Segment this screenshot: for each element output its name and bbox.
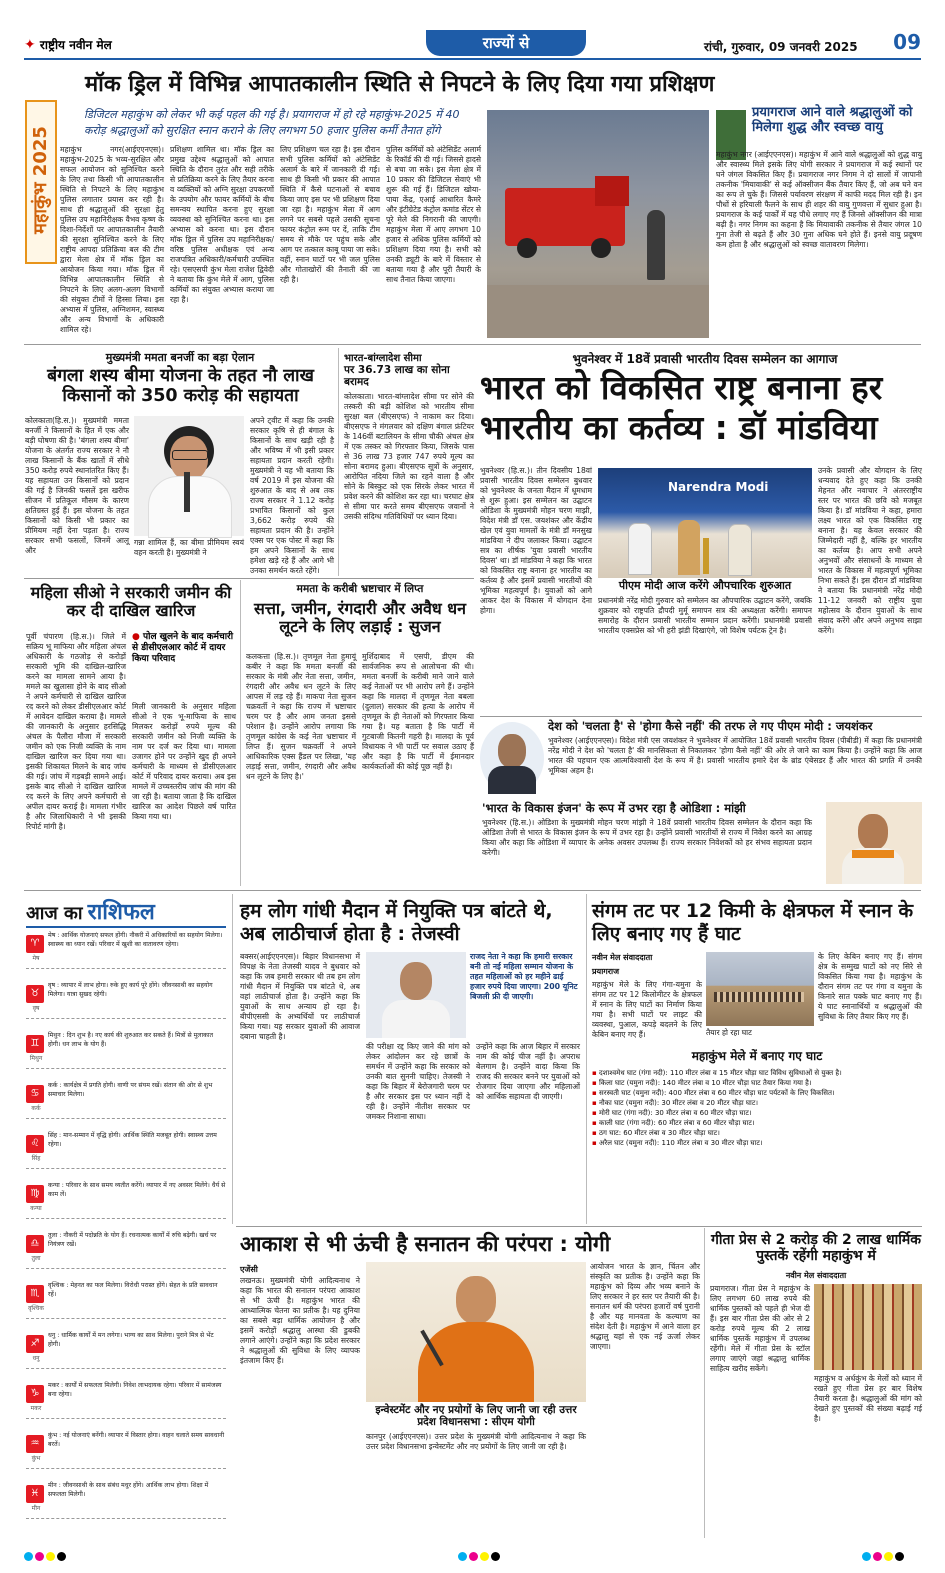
ghat-item-text: मोरी घाट (गंगा नदी): 30 मीटर लंबा व 60 मीटर चौड़ा घाट। xyxy=(598,1109,752,1117)
yogi-byline: एजेंसी xyxy=(240,1265,258,1274)
tejashwi-text-1: बक्सर(आईएएनएस)। बिहार विधानसभा में विपक्ष के नेता तेजस्वी यादव ने बुधवार को कहा कि जब हमारी सरकार थी तब हम लोग गांधी मैदान में नियुक्ति पत्र बांटते थे, अब वहां लाठीचार्ज होता है। उन्होंने कहा कि युवाओं के साथ अन्याय हो रहा है। बीपीएससी के अभ्यर्थियों पर लाठीचार्ज किया गया। यह सरकार युवाओं की आवाज दबाना चाहती है। xyxy=(240,952,360,1041)
jaishankar-text: भुवनेश्वर (आईएएनएस)। विदेश मंत्री एस जयशंकर ने भुवनेश्वर में आयोजित 18वें प्रवासी भारतीय दिवस (पीबीडी) में कहा कि प्रधानमंत्री नरेंद्र मोदी ने देश को 'चलता है' की मानसिकता से निकालकर 'होगा कैसे नहीं' की ओर ले जाने का काम किया है। उन्होंने कहा कि आज भारत की पहचान एक आत्मविश्वासी देश के रूप में है। प्रवासी भारतीय हमारे देश के ब्रांड एंबेसडर हैं और भारत की प्रगति में उनकी भूमिका अहम है। xyxy=(548,736,922,775)
bullet-icon: ▪ xyxy=(592,1089,597,1097)
zodiac-prediction: सिंह : मान-सम्मान में वृद्धि होगी। आर्थिक स्थिति मजबूत होगी। स्वास्थ्य उत्तम रहेगा। xyxy=(48,1132,217,1148)
bullet-icon: ▪ xyxy=(592,1139,597,1147)
bhubaneswar-text-right: उनके प्रवासी और योगदान के लिए धन्यवाद देते हुए कहा कि उनकी मेहनत और नवाचार ने अंतरराष्ट्रीय स्तर पर भारत की छवि को मजबूत किया है। डॉ मांडविया ने कहा, हमारा लक्ष्य भारत को एक विकसित राष्ट्र बनाना है। यह केवल सरकार की जिम्मेदारी नहीं है, बल्कि हर भारतीय का कर्तव्य है। आप सभी अपने अनुभवों और संसाधनों के माध्यम से भारत के विकास में महत्वपूर्ण भूमिका निभा सकते हैं। इस दौरान डॉ मांडविया ने बताया कि प्रधानमंत्री नरेंद्र मोदी 11-12 जनवरी को राष्ट्रीय युवा महोत्सव के दौरान युवाओं के साथ संवाद करेंगे और अपने अनुभव साझा करेंगे। xyxy=(818,466,922,635)
firefighter-figure xyxy=(647,210,665,280)
magenta-dot xyxy=(873,1552,882,1561)
gita-byline: नवीन मेल संवाददाता xyxy=(785,1271,847,1280)
zodiac-prediction: कर्क : कार्यक्षेत्र में प्रगति होगी। वाणी पर संयम रखें। संतान की ओर से शुभ समाचार मिलेगा। xyxy=(48,1082,213,1098)
sangam-photo-caption: तैयार हो रहा घाट xyxy=(706,1028,752,1037)
books-photo xyxy=(814,1284,922,1370)
rule xyxy=(24,578,474,579)
sangam-text-1: महाकुंभ मेले के लिए गंगा-यमुना के संगम तट पर 12 किलोमीटर के क्षेत्रफल में स्नान के लिए घाटों का निर्माण किया गया है। सभी घाटों पर लाइट की व्यवस्था, पुआल, कपड़े बदलने के लिए केबिन बनाए गए हैं। xyxy=(592,980,702,1039)
masthead xyxy=(24,30,921,60)
ghat-item-text: किला घाट (यमुना नदी): 140 मीटर लंबा व 10 मीटर चौड़ा घाट तैयार किया गया है। xyxy=(598,1079,812,1087)
ghat-item xyxy=(592,1088,922,1098)
ghat-list xyxy=(592,1068,922,1218)
mahila-text-2: मिली जानकारी के अनुसार महिला सीओ ने एक भू-माफिया के साथ मिलकर करोड़ों रुपये मूल्य की सरकारी जमीन को निजी व्यक्ति के नाम पर दर्ज कर दिया था। मामला उजागर होने पर उन्होंने खुद ही अपने कर्मचारी के माध्यम से डीसीएलआर कोर्ट में परिवाद दायर कराया। अब इस मामले में उच्चस्तरीय जांच की मांग की जा रही है। बताया जाता है कि दाखिल खारिज का आदेश पिछले वर्ष पारित किया गया था। xyxy=(132,702,236,821)
magenta-dot xyxy=(35,1552,44,1561)
zodiac-name: वृश्चिक xyxy=(28,1305,44,1312)
border-text: कोलकाता। भारत-बांग्लादेश सीमा पर सोने की तस्करी की बड़ी कोशिश को भारतीय सीमा सुरक्षा बल (बीएसएफ) ने नाकाम कर दिया। बीएसएफ ने मंगलवार को दक्षिण बंगाल फ्रंटियर के 146वीं बटालियन के सीमा चौकी अंचल क्षेत्र में एक तस्कर को गिरफ्तार किया, जिसके पास से 36 लाख 73 हजार 747 रुपये मूल्य का सोना बरामद हुआ। बीएसएफ सूत्रों के अनुसार, आरोपित नदिया जिले का रहने वाला है और सोने के बिस्कुट को एक सिरके लेकर भारत में प्रवेश करने की कोशिश कर रहा था। चरघाट क्षेत्र से सीमा पार करते समय बीएसएफ जवानों ने उसकी संदिग्ध गतिविधियों पर ध्यान दिया। xyxy=(344,392,474,521)
ghat-item xyxy=(592,1108,922,1118)
logo-text: राष्ट्रीय नवीन मेल xyxy=(39,38,112,52)
ghat-item xyxy=(592,1138,922,1148)
saffron-scarf xyxy=(852,850,894,858)
rule xyxy=(338,348,339,576)
section-tab: राज्यों से xyxy=(426,30,586,56)
white-saree xyxy=(148,476,232,538)
stage-banner-text: Narendra Modi xyxy=(668,480,769,494)
ministers-kicker: ममता के करीबी भ्रष्टाचार में लिप्त xyxy=(296,583,424,595)
ghat-item-text: सरस्वती घाट (यमुना नदी): 400 मीटर लंबा व 60 मीटर चौड़ा घाट पर्यटकों के लिए विकसित। xyxy=(598,1089,835,1097)
bhubaneswar-kicker: भुवनेश्वर में 18वें प्रवासी भारतीय दिवस सम्मेलन का आगाज xyxy=(572,352,838,366)
zodiac-icon: ♋ xyxy=(26,1085,44,1103)
zodiac-name: कर्क xyxy=(31,1105,41,1112)
zodiac-name: धनु xyxy=(32,1355,40,1362)
rashifal-title-pre: आज का xyxy=(26,903,83,924)
zodiac-name: तुला xyxy=(31,1255,41,1262)
sangam-subhead: महाकुंभ मेले में बनाए गए घाट xyxy=(691,1049,823,1063)
cyan-dot xyxy=(24,1552,33,1561)
rule xyxy=(24,890,921,891)
zodiac-prediction: कुंभ : नई योजनाएं बनेंगी। व्यापार में विस्तार होगा। वाहन चलाते समय सावधानी बरतें। xyxy=(48,1432,225,1448)
yogi-text-3: कानपुर (आईएएनएस)। उत्तर प्रदेश के मुख्यमंत्री योगी आदित्यनाथ ने कहा कि उत्तर प्रदेश विधानसभा इन्वेस्टमेंट और नए प्रयोगों के लिए जानी जा रही है। xyxy=(366,1432,586,1451)
tejashwi-headline: हम लोग गांधी मैदान में नियुक्ति पत्र बांटते थे, अब लाठीचार्ज होता है : तेजस्वी xyxy=(240,900,553,945)
rashifal-title: राशिफल xyxy=(87,900,155,925)
vertical-label-text: महाकुंभ 2025 xyxy=(30,126,51,234)
zodiac-name: वृष xyxy=(32,1005,40,1012)
rule xyxy=(232,894,233,1224)
zodiac-prediction: धनु : धार्मिक कार्यों में मन लगेगा। भाग्य का साथ मिलेगा। पुराने मित्र से भेंट होगी। xyxy=(48,1332,214,1348)
yellow-dot xyxy=(46,1552,55,1561)
rashifal-item xyxy=(26,1082,226,1119)
rashifal-item xyxy=(26,1232,226,1269)
rashifal-item xyxy=(26,1182,226,1219)
ghat-item xyxy=(592,1078,922,1088)
truck-wheel xyxy=(517,238,537,258)
black-dot xyxy=(895,1552,904,1561)
rashifal-item xyxy=(26,1132,226,1169)
zodiac-icon: ♉ xyxy=(26,985,44,1003)
rashifal-item xyxy=(26,982,226,1019)
majhi-headline: 'भारत के विकास इंजन' के रूप में उभर रहा है ओडिशा : मांझी xyxy=(482,801,746,815)
ghat-item-text: काली घाट (गंगा नदी): 60 मीटर लंबा व 60 मीटर चौड़ा घाट। xyxy=(598,1119,755,1127)
ghat-item-text: नौका घाट (यमुना नदी): 30 मीटर लंबा व 20 मीटर चौड़ा घाट। xyxy=(598,1099,758,1107)
majhi-text: भुवनेश्वर (हि.स.)। ओडिशा के मुख्यमंत्री मोहन चरण मांझी ने 18वें प्रवासी भारतीय दिवस सम्मेलन के दौरान कहा कि ओडिशा तेजी से भारत के विकास इंजन के रूप में उभर रहा है। उन्होंने प्रवासी भारतीयों से राज्य में निवेश करने का आग्रह किया और कहा कि ओडिशा में व्यापार के अनेक अवसर उपलब्ध हैं। राज्य सरकार निवेशकों को हर संभव सहायता प्रदान करेगी। xyxy=(482,818,812,857)
zodiac-icon: ♍ xyxy=(26,1185,44,1203)
bhubaneswar-text-1: भुवनेश्वर (हि.स.)। तीन दिवसीय 18वां प्रवासी भारतीय दिवस सम्मेलन बुधवार को भुवनेश्वर के जनता मैदान में धूमधाम से शुरू हुआ। इस सम्मेलन का उद्घाटन ओडिशा के मुख्यमंत्री मोहन चरण माझी, विदेश मंत्री डॉ एस. जयशंकर और केंद्रीय खेल एवं युवा मामलों के मंत्री डॉ मनसुख मांडविया ने दीप जलाकर किया। उद्घाटन सत्र का शीर्षक 'युवा प्रवासी भारतीय दिवस' था। डॉ मांडविया ने कहा कि भारत को विकसित राष्ट्र बनाना हर भारतीय का कर्तव्य है और इसमें प्रवासी भारतीयों की भूमिका महत्वपूर्ण है। युवाओं को आगे आकर देश के विकास में योगदान देना होगा। xyxy=(480,466,592,615)
mahila-bullet-text: पोल खुलने के बाद कर्मचारी से डीसीएलआर कोर्ट में दायर किया परिवाद xyxy=(132,632,234,664)
mamata-kicker: मुख्यमंत्री ममता बनर्जी का बड़ा ऐलान xyxy=(105,351,255,364)
gita-text-2: महाकुंभ व अर्धकुंभ के मेलों को ध्यान में रखते हुए गीता प्रेस हर बार विशेष तैयारी करता है। श्रद्धालुओं की मांग को देखते हुए पुस्तकों की संख्या बढ़ाई गई है। xyxy=(814,1374,922,1423)
mahila-headline: महिला सीओ ने सरकारी जमीन की कर दी दाखिल खारिज xyxy=(30,583,232,621)
conference-photo xyxy=(598,468,812,578)
zodiac-icon: ♏ xyxy=(26,1285,44,1303)
top-col-2: प्रशिक्षण शामिल था। मॉक ड्रिल का प्रमुख उद्देश्य श्रद्धालुओं को आपात स्थिति के दौरान तुरंत और सही तरीके से प्रतिक्रिया करने के लिए तैयार करना व व्यक्तियों को अग्नि सुरक्षा उपकरणों के उपयोग और फायर कर्मियों के बीच समन्वय स्थापित करना हुए सुरक्षा व्यवस्था को सुनिश्चित करना था। इस अभ्यास को करना था। इस दौरान मॉक ड्रिल में पुलिस उप महानिरीक्षक/वरिष्ठ पुलिस अधीक्षक एवं अन्य राजपत्रित अधिकारी/कर्मचारी उपस्थित रहे। एसएसपी कुंभ मेला राजेश द्विवेदी ने बताया कि कुंभ मेले में आग, पुलिस कर्मियों का संयुक्त अभ्यास कराया जा रहा है। xyxy=(170,145,274,304)
masthead-rule xyxy=(24,58,921,60)
rashifal-item xyxy=(26,1382,226,1419)
rule xyxy=(24,344,921,345)
top-headline: मॉक ड्रिल में विभिन्न आपातकालीन स्थिति से निपटने के लिए दिया गया प्रशिक्षण xyxy=(85,72,715,97)
zodiac-prediction: मेष : आर्थिक योजनाएं सफल होंगी। नौकरी में अधिकारियों का सहयोग मिलेगा। स्वास्थ्य का ध्यान रखें। परिवार में खुशी का वातावरण रहेगा। xyxy=(48,932,223,948)
sangam-place: प्रयागराज xyxy=(592,967,620,976)
sangam-text-2: के लिए केबिन बनाए गए हैं। संगम क्षेत्र के सम्मुख घाटों को नए सिरे से विकसित किया गया है। महाकुंभ के दौरान संगम तट पर गंगा व यमुना के किनारे सात पक्के घाट बनाए गए हैं। ये घाट स्नानार्थियों व श्रद्धालुओं की सुविधा के लिए तैयार किए गए हैं। xyxy=(818,952,922,1021)
ghat-item xyxy=(592,1098,922,1108)
bullet-icon: ▪ xyxy=(592,1099,597,1107)
bhubaneswar-headline: भारत को विकसित राष्ट्र बनाना हर भारतीय का कर्तव्य : डॉ मांडविया xyxy=(480,368,883,447)
gita-text: प्रयागराज। गीता प्रेस ने महाकुंभ के लिए लगभग 60 लाख रुपये की धार्मिक पुस्तकों को पहले ही भेज दी हैं। इस बार गीता प्रेस की ओर से 2 करोड़ रुपये मूल्य की 2 लाख धार्मिक पुस्तकें महाकुंभ में उपलब्ध रहेंगी। मेले में गीता प्रेस के स्टॉल लगाए जाएंगे जहां श्रद्धालु धार्मिक साहित्य खरीद सकेंगे। xyxy=(710,1284,810,1373)
zodiac-prediction: वृश्चिक : मेहनत का फल मिलेगा। विरोधी परास्त होंगे। सेहत के प्रति सावधान रहें। xyxy=(48,1282,218,1298)
zodiac-prediction: मकर : कार्यों में सफलता मिलेगी। निवेश लाभदायक रहेगा। परिवार में सामंजस्य बना रहेगा। xyxy=(48,1382,222,1398)
rashifal-item xyxy=(26,1332,226,1369)
right-headline: प्रयागराज आने वाले श्रद्धालुओं को मिलेगा शुद्ध और स्वच्छ वायु xyxy=(752,105,913,135)
majhi-photo xyxy=(826,802,922,884)
zodiac-prediction: मीन : जीवनसाथी के साथ संबंध मधुर होंगे। आर्थिक लाभ होगा। शिक्षा में सफलता मिलेगी। xyxy=(48,1482,209,1498)
saffron-robe xyxy=(418,1322,534,1402)
sangam-ghat-photo xyxy=(706,952,814,1026)
yellow-dot xyxy=(480,1552,489,1561)
logo: ✦ राष्ट्रीय नवीन मेल xyxy=(24,37,112,53)
cyan-dot xyxy=(458,1552,467,1561)
ghat-item-text: दशाश्वमेध घाट (गंगा नदी): 110 मीटर लंबा व 15 मीटर चौड़ा घाट विविध सुविधाओं से युक्त है। xyxy=(598,1069,842,1077)
sangam-byline: नवीन मेल संवाददाता xyxy=(592,953,653,962)
ministers-headline: सत्ता, जमीन, रंगदारी और अवैध धन लूटने के लिए लड़ाई : सुजन xyxy=(254,599,466,637)
rashifal-item xyxy=(26,1432,226,1469)
zodiac-icon: ♌ xyxy=(26,1135,44,1153)
rashifal-item xyxy=(26,1482,226,1519)
face xyxy=(858,814,888,850)
zodiac-icon: ♊ xyxy=(26,1035,44,1053)
black-dot xyxy=(57,1552,66,1561)
yellow-dot xyxy=(884,1552,893,1561)
dateline: रांची, गुरुवार, 09 जनवरी 2025 xyxy=(704,40,858,54)
crowd xyxy=(714,992,804,1002)
person-figure xyxy=(628,523,652,575)
mock-drill-photo xyxy=(487,110,709,338)
mamata-photo xyxy=(134,416,244,536)
zodiac-name: मेष xyxy=(32,955,40,962)
zodiac-name: कन्या xyxy=(30,1205,42,1212)
ministers-text-1: कलकत्ता (हि.स.)। तृणमूल नेता हुमायूं कबीर ने कहा कि ममता बनर्जी की सरकार के मंत्री और नेता सत्ता, जमीन, रंगदारी और अवैध धन लूटने के लिए आपस में लड़ रहे हैं। माकपा नेता सुजन चक्रवर्ती ने कहा कि राज्य में भ्रष्टाचार चरम पर है और आम जनता इससे परेशान है। उन्होंने आरोप लगाया कि तृणमूल कांग्रेस के कई नेता भ्रष्टाचार में लिप्त हैं। सुजन चक्रवर्ती ने अपने आधिकारिक एक्स हैंडल पर लिखा, 'यह लड़ाई सत्ता, जमीन, रंगदारी और अवैध धन लूटने के लिए है।' xyxy=(246,652,356,781)
mamata-text-right: अपने ट्वीट में कहा कि उनकी सरकार कृषि से ही बंगाल के किसानों के साथ खड़ी रही है और भविष्य में भी इसी प्रकार सहायता प्रदान करती रहेगी। मुख्यमंत्री ने यह भी बताया कि वर्ष 2019 में इस योजना की शुरुआत के बाद से अब तक राज्य सरकार ने 1.12 करोड़ प्रभावित किसानों को कुल 3,662 करोड़ रुपये की सहायता प्रदान की है। उन्होंने एक्स पर एक पोस्ट में कहा कि हम अपने किसानों के साथ हमेशा खड़े रहे हैं और आगे भी उनका समर्थन करते रहेंगे। xyxy=(250,416,334,575)
fire-truck-cab xyxy=(595,176,629,206)
mahila-text-1: पूर्वी चंपारण (हि.स.)। जिले में सक्रिय भू माफिया और महिला अंचल अधिकारी के गठजोड़ से करोड़ों सरकारी भूमि की दाखिल-खारिज करने का मामला सामने आया है। ममले का खुलासा होने के बाद सीओ ने अपने कर्मचारी से दाखिल खारिज रद करने को लेकर डीसीएलआर कोर्ट में आवेदन दाखिल कराया है। मामले की जानकारी के अनुसार हरसिद्धि अंचल के पैलौरा मौजा में सरकारी जमीन को एक निजी व्यक्ति के नाम दाखिल खारिज कर दिया गया था। इसकी शिकायत मिलने के बाद जांच की गई। जांच में गड़बड़ी सामने आई। इसके बाद सीओ ने दाखिल खारिज रद करने के लिए अपने कर्मचारी से अपील दायर कराई है। मामला गंभीर है और जिलाधिकारी ने भी इसकी रिपोर्ट मांगी है। xyxy=(26,632,126,831)
zodiac-icon: ♒ xyxy=(26,1435,44,1453)
suit xyxy=(488,766,536,794)
jaishankar-photo xyxy=(480,722,544,794)
face xyxy=(498,734,526,768)
bullet-icon: ▪ xyxy=(592,1069,597,1077)
page-number: 09 xyxy=(893,30,921,54)
person-figure xyxy=(678,520,700,575)
zodiac-name: सिंह xyxy=(31,1155,41,1162)
zodiac-prediction: तुला : नौकरी में पदोन्नति के योग हैं। रचनात्मक कार्यों में रुचि बढ़ेगी। खर्च पर नियंत्रण रखें। xyxy=(48,1232,217,1248)
rule xyxy=(586,894,587,1224)
right-story-text: महाकुंभ नगर (आईएएनएस)। महाकुंभ में आने वाले श्रद्धालुओं को शुद्ध वायु और स्वास्थ्य मिले इसके लिए योगी सरकार ने प्रयागराज में कई स्थानों पर घने जंगल विकसित किए हैं। प्रयागराज नगर निगम ने दो सालों में जापानी तकनीक 'मियावाकी' से कई ऑक्सीजन बैंक तैयार किए हैं, जो अब घने वन का रूप ले चुके हैं। जिससे पर्यावरण संरक्षण में काफी मदद मिल रही है। इन पौधों से हरियाली फैलने के साथ ही शहर की वायु गुणवत्ता में सुधार हुआ है। प्रयागराज के कई पार्कों में यह पौधे लगाए गए हैं जिनसे ऑक्सीजन की मात्रा बढ़ी है। नगर निगम का कहना है कि मियावाकी तकनीक से तैयार जंगल 10 गुना तेजी से बढ़ते हैं और 30 गुना अधिक घने होते हैं। इनसे वायु प्रदूषण कम होता है और श्रद्धालुओं को स्वच्छ वातावरण मिलेगा। xyxy=(716,150,922,249)
bullet-icon: ▪ xyxy=(592,1119,597,1127)
rule xyxy=(240,580,241,886)
bullet-icon: ● xyxy=(132,632,140,642)
yogi-photo-caption: इन्वेस्टमेंट और नए प्रयोगों के लिए जानी जा रही उत्तर प्रदेश विधानसभा : सीएम योगी xyxy=(375,1404,577,1429)
rashifal-item xyxy=(26,1032,226,1069)
bullet-icon: ▪ xyxy=(592,1079,597,1087)
tejashwi-quote: राजद नेता ने कहा कि हमारी सरकार बनी तो नई महिला सम्मान योजना के तहत महिलाओं को हर महीने ढाई हजार रुपये दिया जाएगा। 200 यूनिट बिजली फ्री दी जाएगी। xyxy=(470,952,578,1001)
black-dot xyxy=(491,1552,500,1561)
kurta xyxy=(382,1000,450,1038)
glasses xyxy=(172,450,208,460)
mamata-headline: बंगला शस्य बीमा योजना के तहत नौ लाख किसानों को 350 करोड़ की सहायता xyxy=(47,366,314,407)
color-registration-bar xyxy=(24,1546,921,1558)
yogi-text-right: आयोजन भारत के ज्ञान, चिंतन और संस्कृति का प्रतीक है। उन्होंने कहा कि महाकुंभ को दिव्य और भव्य बनाने के लिए सरकार ने हर स्तर पर तैयारी की है। सनातन धर्म की परंपरा हजारों वर्ष पुरानी है और यह मानवता के कल्याण का संदेश देती है। महाकुंभ में आने वाला हर श्रद्धालु यहां से एक नई ऊर्जा लेकर जाएगा। xyxy=(590,1262,700,1351)
pm-modi-text: प्रधानमंत्री नरेंद्र मोदी गुरुवार को सम्मेलन का औपचारिक उद्घाटन करेंगे, जबकि शुक्रवार को राष्ट्रपति द्रौपदी मुर्मू समापन सत्र की अध्यक्षता करेंगी। समापन समारोह के दौरान प्रवासी भारतीय सम्मान प्रदान करेंगी। प्रधानमंत्री प्रवासी भारतीय एक्सप्रेस को भी हरी झंडी दिखाएंगे, जो विशेष पर्यटक ट्रेन है। xyxy=(598,596,812,635)
zodiac-icon: ♐ xyxy=(26,1335,44,1353)
zodiac-name: मिथुन xyxy=(29,1055,43,1062)
ghat-item xyxy=(592,1068,922,1078)
ground xyxy=(487,285,709,338)
zodiac-name: मीन xyxy=(31,1505,41,1512)
rule xyxy=(480,716,922,717)
mamata-text-below-photo: गन्ना शामिल हैं, का बीमा प्रीमियम स्वयं वहन करती है। मुख्यमंत्री ने xyxy=(134,538,244,557)
vertical-mahakumbh-label xyxy=(25,100,57,264)
top-col-1: महाकुंभ नगर(आईएएनएस)। महाकुंभ-2025 के भव्य-सुरक्षित और सफल आयोजन को सुनिश्चित करने के लिए तथा किसी भी आपातकालीन स्थिति से निपटने के लिए महाकुंभ पुलिस लगातार प्रयास कर रही है। साथ ही श्रद्धालुओं की सुरक्षा हेतु पुलिस उप महानिरीक्षक वैभव कृष्ण के दिशा-निर्देशों पर आपातकालीन तैयारी की सुरक्षा सुनिश्चित करने के लिए राष्ट्रीय आपदा प्रतिक्रिया बल की टीम द्वारा मेला क्षेत्र में मॉक ड्रिल का आयोजन किया गया। मॉक ड्रिल में विभिन्न आपातकालीन स्थिति से निपटने के लिए अलग-अलग विभागों की संयुक्त टीमों ने हिस्सा लिया। इस अभ्यास में पुलिस, अग्निशमन, स्वास्थ्य और अन्य विभागों के अधिकारी शामिल रहे। xyxy=(60,145,164,334)
top-subheadline-1: डिजिटल महाकुंभ को लेकर भी कई पहल की गई है। प्रयागराज में हो रहे महाकुंभ-2025 में 40 xyxy=(84,108,460,121)
rashifal-item xyxy=(26,932,226,969)
ghat-item xyxy=(592,1128,922,1138)
ghat-item xyxy=(592,1118,922,1128)
rashifal-header xyxy=(26,896,226,928)
zodiac-prediction: कन्या : परिवार के साथ समय व्यतीत करेंगे। व्यापार में नए अवसर मिलेंगे। धैर्य से काम लें। xyxy=(48,1182,226,1198)
face xyxy=(456,1276,496,1324)
tejashwi-text-2: की परीक्षा रद्द किए जाने की मांग को लेकर आंदोलन कर रहे छात्रों के समर्थन में उन्होंने कहा कि सरकार को उनकी बात सुननी चाहिए। तेजस्वी ने कहा कि बिहार में बेरोजगारी चरम पर है और सरकार इस पर ध्यान नहीं दे रही है। उन्होंने नीतीश सरकार पर जमकर निशाना साधा। xyxy=(366,1042,470,1121)
cyan-dot xyxy=(862,1552,871,1561)
microphone xyxy=(184,472,190,512)
zodiac-prediction: वृष : व्यापार में लाभ होगा। रुके हुए कार्य पूरे होंगे। जीवनसाथी का सहयोग मिलेगा। यात्रा सुखद रहेगी। xyxy=(48,982,213,998)
tejashwi-photo xyxy=(366,952,466,1038)
magenta-dot xyxy=(469,1552,478,1561)
rule xyxy=(704,1228,705,1538)
yogi-text-1: लखनऊ। मुख्यमंत्री योगी आदित्यनाथ ने कहा कि भारत की सनातन परंपरा आकाश से भी ऊंची है। महाकुंभ भारत की आध्यात्मिक चेतना का प्रतीक है। यह दुनिया का सबसे बड़ा धार्मिक आयोजन है और इसमें करोड़ों श्रद्धालु आस्था की डुबकी लगाने आएंगे। उन्होंने कहा कि प्रदेश सरकार ने श्रद्धालुओं की सुविधा के लिए व्यापक इंतजाम किए हैं। xyxy=(240,1276,360,1365)
top-subheadline-2: करोड़ श्रद्धालुओं को सुरक्षित स्नान कराने के लिए लगभग 50 हजार पुलिस कर्मी तैनात होंगे xyxy=(84,124,441,137)
border-headline: पर 36.73 लाख का सोना बरामद xyxy=(344,364,450,389)
face xyxy=(400,962,432,1000)
bullet-icon: ▪ xyxy=(592,1129,597,1137)
pm-modi-caption: पीएम मोदी आज करेंगे औपचारिक शुरुआत xyxy=(618,579,792,592)
zodiac-icon: ♎ xyxy=(26,1235,44,1253)
bullet-icon: ▪ xyxy=(592,1109,597,1117)
zodiac-prediction: मिथुन : दिन शुभ है। नए कार्य की शुरुआत कर सकते हैं। मित्रों से मुलाकात होगी। धन लाभ के योग हैं। xyxy=(48,1032,213,1048)
zodiac-icon: ♑ xyxy=(26,1385,44,1403)
zodiac-name: मकर xyxy=(30,1405,42,1412)
zodiac-icon: ♓ xyxy=(26,1485,44,1503)
person-figure xyxy=(728,524,752,576)
border-kicker: भारत-बांग्लादेश सीमा xyxy=(344,353,422,364)
mahila-bullet xyxy=(132,632,236,698)
jaishankar-headline: देश को 'चलता है' से 'होगा कैसे नहीं' की तरफ ले गए पीएम मोदी : जयशंकर xyxy=(548,719,873,733)
lamp xyxy=(703,538,709,574)
zodiac-name: कुंभ xyxy=(31,1455,41,1462)
mamata-text-left: कोलकाता(हि.स.)। मुख्यमंत्री ममता बनर्जी ने किसानों के हित में एक और बड़ी घोषणा की है। 'बंगला शस्य बीमा' योजना के अंतर्गत राज्य सरकार ने नौ लाख किसानों के बैंक खातों में सीधे 350 करोड़ रुपये स्थानांतरित किए हैं। यह सहायता उन किसानों को प्रदान की गई है जिनकी फसलें इस खरीफ सीजन में प्रतिकूल मौसम के कारण क्षतिग्रस्त हुई हैं। इस योजना के तहत किसानों को किसी भी प्रकार का प्रीमियम नहीं देना पड़ता है। राज्य सरकार सभी फसलों, जिनमें आलू और xyxy=(25,416,129,555)
truck-wheel xyxy=(591,238,611,258)
zodiac-icon: ♈ xyxy=(26,935,44,953)
rule xyxy=(236,1226,922,1227)
ghat-item-text: अरैल घाट (यमुना नदी): 110 मीटर लंबा व 30 मीटर चौड़ा घाट। xyxy=(598,1139,763,1147)
yogi-headline: आकाश से भी ऊंची है सनातन की परंपरा : योगी xyxy=(240,1232,611,1256)
rashifal-item xyxy=(26,1282,226,1319)
ghat-item-text: ठग घाट: 60 मीटर लंबा व 30 मीटर चौड़ा घाट। xyxy=(598,1129,720,1137)
top-col-4: पुलिस कर्मियों को अंटेसिडेंट अलार्म के रिकॉर्ड की दी गई। जिससे हादसे से बचा जा सके। इस मेला क्षेत्र में 10 प्रकार की डिजिटल सेवाएं भी शुरू की गई हैं। डिजिटल खोया-पाया केंद्र, एआई आधारित कैमरे और इंटीग्रेटेड कंट्रोल कमांड सेंटर से पूरे मेले की निगरानी की जाएगी। महाकुंभ मेला में आए लगभग 10 हजार से अधिक पुलिस कर्मियों को प्रशिक्षण दिया गया है। सभी को उनकी ड्यूटी के बारे में विस्तार से बताया गया है और पूरी तैयारी के साथ तैनात किया जाएगा। xyxy=(386,145,482,284)
gita-headline: गीता प्रेस से 2 करोड़ की 2 लाख धार्मिक पुस्तकें रहेंगी महाकुंभ में xyxy=(710,1232,921,1265)
tejashwi-text-3: उन्होंने कहा कि आज बिहार में सरकार नाम की कोई चीज नहीं है। अपराध बेलगाम है। उन्होंने वादा किया कि राजद की सरकार बनने पर युवाओं को रोजगार दिया जाएगा और महिलाओं को आर्थिक सहायता दी जाएगी। xyxy=(476,1042,580,1101)
ministers-text-2: मुर्शिदाबाद में एसपी, डीएम की सार्वजनिक रूप से आलोचना की थी। ममता बनर्जी के करीबी माने जाने वाले कई नेताओं पर भी आरोप लगे हैं। उन्होंने कहा कि मालदा में तृणमूल नेता बबला (दुलाल) सरकार की हत्या के आरोप में तृणमूल के ही नेताओं को गिरफ्तार किया गया है। यह बताता है कि पार्टी में गुटबाजी कितनी गहरी है। मालदा के पूर्व विधायक ने भी पार्टी पर सवाल उठाए हैं और कहा है कि पार्टी में ईमानदार कार्यकर्ताओं की कोई पूछ नहीं है। xyxy=(362,652,474,771)
top-col-3: लिए प्रशिक्षण चल रहा है। इस दौरान सभी पुलिस कर्मियों को अंटेसिडेंट अलार्म के बारे में जानकारी दी गई। साथ ही किसी भी प्रकार की आपात स्थिति में कैसे घटनाओं से बचाव किया जाए इस पर भी प्रशिक्षण दिया जा रहा है। महाकुंभ मेला में आग लगने पर सबसे पहले उसकी सूचना फायर कंट्रोल रूम पर दें, ताकि टीम समय से मौके पर पहुंच सके और आग पर तत्काल काबू पाया जा सके। वहीं, स्नान घाटों पर भी जल पुलिस और गोताखोरों की तैनाती की जा रही है। xyxy=(280,145,380,284)
sangam-headline: संगम तट पर 12 किमी के क्षेत्रफल में स्नान के लिए बनाए गए हैं घाट xyxy=(592,900,914,945)
yogi-photo xyxy=(366,1262,586,1402)
